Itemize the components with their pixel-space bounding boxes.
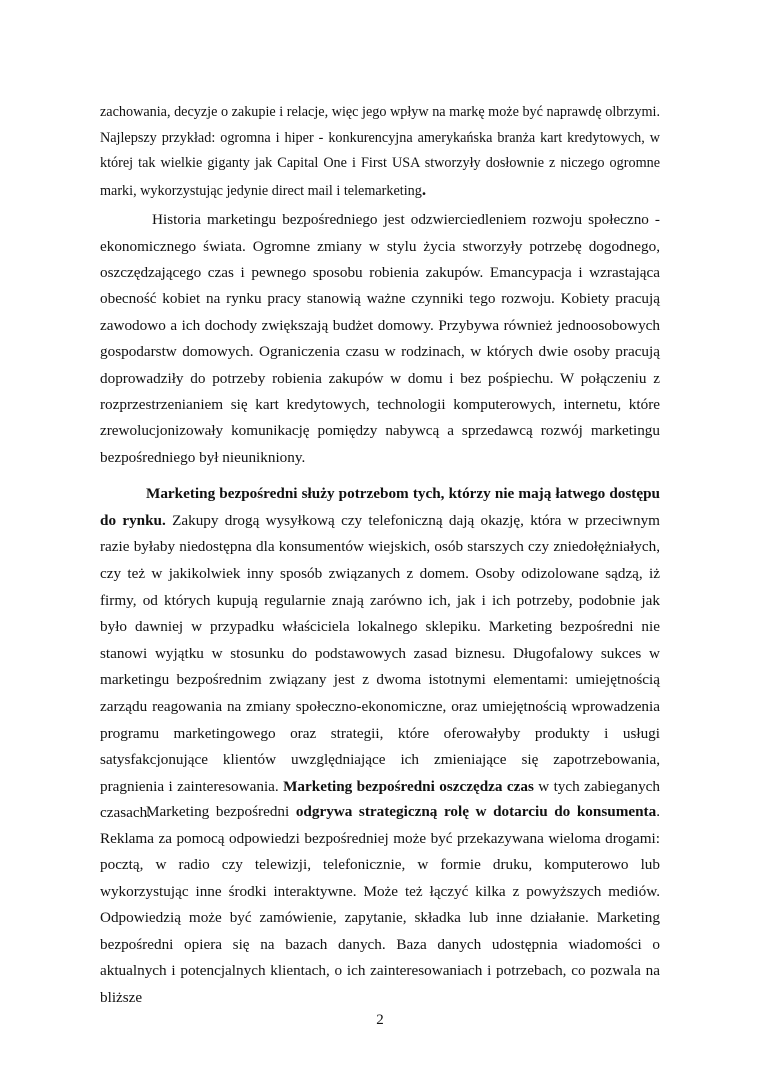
paragraph-2 [100, 207, 660, 471]
paragraph-3-text: Zakupy drogą wysyłkową czy telefoniczną dają okazję, która w przeciwnym razie byłaby niedostępna dla konsumentów wiejskich, osób starszych czy zniedołężniałych, czy też w jakikolwiek inny sposób związanych z domem. Osoby odizolowane sądzą, iż firmy, od których kupują regularnie znają zarówno ich, jak i ich potrzeby, podobnie jak było dawniej w przypadku właściciela lokalnego sklepiku. Marketing bezpośredni nie stanowi wyjątku w stosunku do podstawowych zasad biznesu. Długofalowy sukces w marketingu bezpośrednim związany jest z dwoma istotnymi elementami: umiejętnością zarządu reagowania na zmiany społeczno-ekonomiczne, oraz umiejętnością wprowadzenia programu marketingowego oraz strategii, które oferowałyby produkty i usługi satysfakcjonujące klientów uwzględniające ich zmieniające się zapotrzebowania, pragnienia i zainteresowania. [100, 511, 660, 795]
paragraph-4-lead: Marketing bezpośredni [146, 803, 296, 821]
paragraph-3-bold-lead: Marketing bezpośredni służy potrzebom tych, którzy nie mają łatwego dostępu do rynku. [100, 485, 660, 529]
paragraph-3 [100, 481, 660, 827]
paragraph-1-text: zachowania, decyzje o zakupie i relacje, więc jego wpływ na markę może być naprawdę olbrzymi. Najlepszy przykład: ogromna i hiper - konkurencyjna amerykańska branża kart kredytowych, w której tak wielkie giganty jak Capital One i First USA stworzyły dosłownie z niczego ogromne marki, wykorzystując jedynie direct mail i telemarketing [100, 104, 660, 199]
paragraph-4-text: . Reklama za pomocą odpowiedzi bezpośredniej może być przekazywana wieloma drogami: pocztą, w radio czy telewizji, telefonicznie, w formie druku, komputerowo lub wykorzystując inne środki interaktywne. Może też łączyć kilka z powyższych mediów. Odpowiedzią może być zamówienie, zapytanie, składka lub inne działanie. Marketing bezpośredni opiera się na bazach danych. Baza danych udostępnia wiadomości o aktualnych i potencjalnych klientach, o ich zainteresowaniach i potrzebach, co pozwala na bliższe [100, 803, 660, 1006]
paragraph-1 [100, 100, 660, 204]
paragraph-4-bold: odgrywa strategiczną rolę w dotarciu do konsumenta [295, 803, 657, 821]
paragraph-3-bold-tail: Marketing bezpośredni oszczędza czas [283, 777, 534, 795]
paragraph-4 [100, 799, 660, 1011]
paragraph-2-text: Historia marketingu bezpośredniego jest odzwierciedleniem rozwoju społeczno - ekonomicznego świata. Ogromne zmiany w stylu życia stworzyły potrzebę dogodnego, oszczędzającego czas i pewnego sposobu robienia zakupów. Emancypacja i wzrastająca obecność kobiet na rynku pracy stanowią ważne czynniki tego rozwoju. Kobiety pracują zawodowo a ich dochody zwiększają budżet domowy. Przybywa również jednoosobowych gospodarstw domowych. Ograniczenia czasu w rodzinach, w których dwie osoby pracują doprowadziły do potrzeby robienia zakupów w domu i bez pośpiechu. W połączeniu z rozprzestrzenianiem się kart kredytowych, technologii komputerowych, internetu, które zrewolucjonizowały komunikację pomiędzy nabywcą a sprzedawcą rozwój marketingu bezpośredniego był nieunikniony. [100, 211, 660, 466]
paragraph-1-end: . [421, 179, 427, 199]
page-number: 2 [376, 1012, 384, 1028]
paragraph-3-tail: w tych zabieganych czasach. [100, 777, 661, 822]
